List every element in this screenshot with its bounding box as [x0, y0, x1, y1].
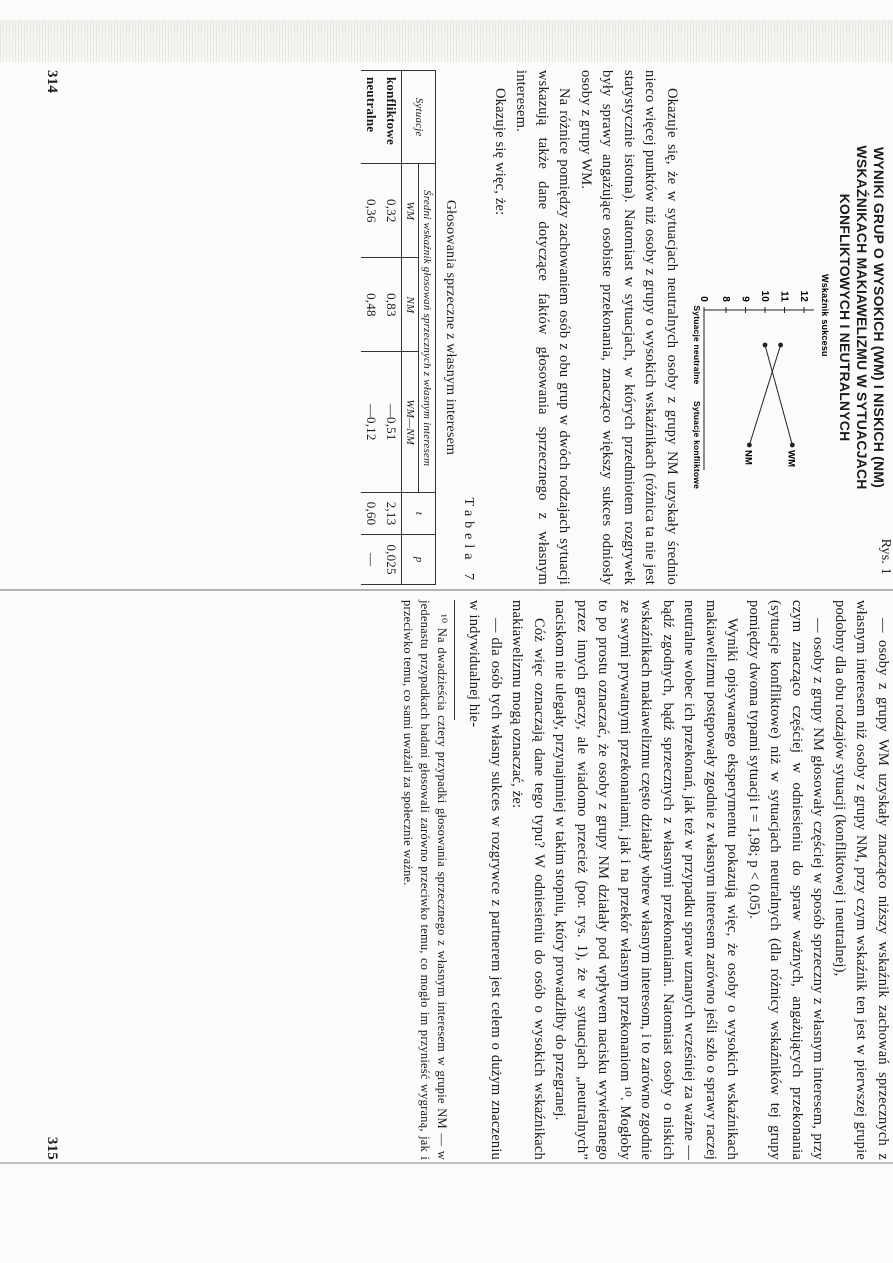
- paragraph-5: — dla osób tych własny sukces w rozgrywce z partnerem jest celem o dużym znaczeniu w indywidualnej hie-: [466, 600, 504, 1160]
- paragraph-4: Cóż więc oznaczają dane tego typu? W odniesieniu do osób o wysokich wskaźnikach makiawelizmu mogą oznaczać, że:: [509, 600, 547, 1160]
- paragraph-2: — osoby z grupy NM głosowały częściej w sposób sprzeczny z własnym interesem, przy czym znacząco częściej w odniesieniu do spraw ważnych, angażujących przekonania (sytuacje konfliktowe) niż w sytuacjach neutralnych (dla różnicy wskaźników tej grupy pomiędzy dwoma typami sytuacji t = 1,98; p < 0,05).: [746, 600, 827, 1160]
- data-point-wm: [763, 343, 768, 348]
- series-label-wm: WM: [785, 450, 797, 468]
- cell-situation: konfliktowe: [382, 71, 403, 164]
- cell-t: 0,60: [362, 492, 382, 534]
- paragraph-2: Na różnice pomiędzy zachowaniem osób z obu grup w dwóch rodzajach sytuacji wskazują także dane dotyczące faktów głosowania sprzecznego z własnym interesem.: [513, 70, 573, 585]
- cell-wm: 0,32: [382, 164, 403, 258]
- page-number: 315: [44, 1136, 60, 1160]
- cell-p: —: [362, 535, 382, 585]
- chart-svg: [682, 270, 832, 550]
- cell-nm: 0,83: [382, 258, 403, 352]
- data-point-nm: [747, 443, 752, 448]
- y-axis-label: Wskaźnik sukcesu: [820, 274, 830, 357]
- table-row: [382, 71, 403, 585]
- cell-diff: —0,12: [362, 352, 382, 493]
- page-314: [44, 70, 893, 585]
- paragraph-1: — osoby z grupy WM uzyskały znacząco niższy wskaźnik zachowań sprzecznych z własnym interesem niż osoby z grupy NM, przy czym wskaźnik ten jest w pierwszej grupie podobny dla obu rodzajów sytuacji (konfliktowej i neutralnej),: [832, 600, 891, 1160]
- col-situation: Sytuacje: [402, 71, 436, 164]
- voting-table: [362, 70, 437, 585]
- y-tick-label: 10: [759, 290, 770, 302]
- paragraph-3: Wyniki opisywanego eksperymentu pokazują więc, że osoby o wysokich wskaźnikach makiawelizmu postępowały zgodnie z własnym interesem zarówno jeśli szło o sprawy raczej neutralne wobec ich przekonań, jak też w przypadku spraw uznanych wcześniej za ważne — bądź zgodnych, bądź sprzecznych z własnymi przekonaniami. Natomiast osoby o niskich wskaźnikach makiawelizmu często działały wbrew własnym interesom, i to zarówno zgodnie ze swymi prywatnymi przekonaniami, jak i na przekór własnym przekonaniom ¹⁰. Mogłoby to po prostu oznaczać, że osoby z grupy NM działały pod wpływem nacisku wywieranego przez innych graczy, ale wiadomo przecież (por. rys. 1), że w sytuacjach „neutralnych” naciskom nie ulegały, przynajmniej w takim stopniu, który prowadziłby do przegranej.: [552, 600, 741, 1160]
- page-divider: [0, 589, 893, 591]
- paragraph-1: Okazuje się, że w sytuacjach neutralnych osoby z grupy NM uzyskały średnio nieco więcej punktów niż osoby z grupy o wysokich wskaźnikach (różnica ta nie jest statystycznie istotna). Natomiast w sytuacjach, w których przedmiotem rozgrywek były sprawy angażujące osobiste przekonania, znacząco większy sukces odniosły osoby z grupy WM.: [578, 70, 680, 585]
- cell-situation: neutralne: [362, 71, 382, 164]
- col-diff: WM—NM: [402, 352, 419, 493]
- col-p: p: [402, 535, 436, 585]
- series-line-wm: [765, 345, 792, 445]
- col-nm: NM: [402, 258, 419, 352]
- series-line-nm: [749, 345, 780, 445]
- data-point-nm: [778, 343, 783, 348]
- x-tick-label: Sytuacje konfliktowe: [692, 400, 702, 490]
- figure-chart: [682, 270, 832, 550]
- table-title: Głosowania sprzeczne z własnym interesem: [443, 199, 459, 456]
- table-row: [362, 71, 382, 585]
- data-point-wm: [790, 443, 795, 448]
- y-tick-label: 8: [720, 296, 731, 302]
- y-tick-label: 11: [778, 291, 790, 302]
- series-label-nm: NM: [742, 450, 754, 466]
- cell-nm: 0,48: [362, 258, 382, 352]
- paragraph-3: Okazuje się więc, że:: [492, 88, 508, 216]
- figure-title: WYNIKI GRUP O WYSOKICH (WM) I NISKICH (NM) WSKAŹNIKACH MAKIAWELIZMU W SYTUACJACH KONFLIKTOWYCH I NEUTRALNYCH: [837, 145, 887, 490]
- y-tick-label: 0: [698, 296, 709, 302]
- cell-t: 2,13: [382, 492, 403, 534]
- col-t: t: [402, 492, 436, 534]
- page-number: 314: [44, 70, 60, 94]
- footnote: ¹⁰ Na dwadzieścia cztery przypadki głosowania sprzecznego z własnym interesem w grupie NM — w jedenastu przypadkach badani głosowali zarówno przeciwko temu, co mogło im przynieść wygraną, jak i przeciwko temu, co sami uważali za społecznie ważne.: [401, 600, 449, 1160]
- figure-label: Rys. 1: [878, 538, 893, 575]
- footnote-rule: [454, 600, 455, 720]
- cell-wm: 0,36: [362, 164, 382, 258]
- col-group-header: Średni wskaźnik głosowań sprzecznych z własnym interesem: [419, 164, 436, 493]
- cell-diff: —0,51: [382, 352, 403, 493]
- scan-edge: [0, 1162, 893, 1164]
- page-315: [44, 600, 893, 1160]
- scan-noise: [0, 20, 893, 62]
- col-wm: WM: [402, 164, 419, 258]
- y-tick-label: 9: [739, 296, 751, 302]
- table-label: Tabela 7: [461, 497, 477, 585]
- y-tick-label: 12: [798, 290, 809, 302]
- x-tick-label: Sytuacje neutralne: [692, 305, 702, 385]
- cell-p: 0,025: [382, 535, 403, 585]
